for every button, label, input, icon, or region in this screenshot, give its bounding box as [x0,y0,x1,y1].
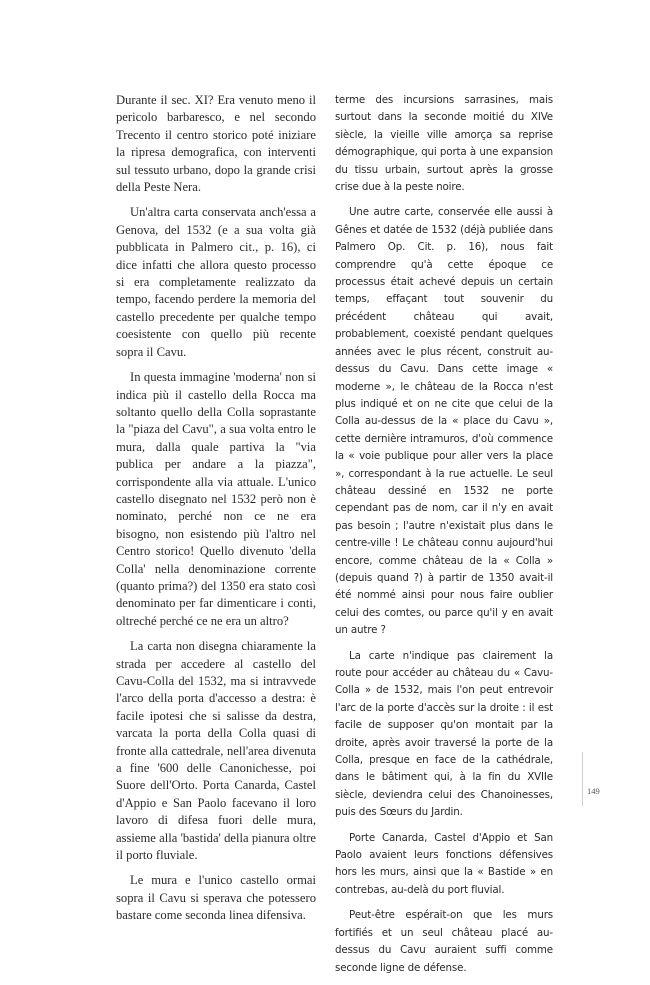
italian-paragraph-3: In questa immagine 'moderna' non si indica più il castello della Rocca ma soltanto quello della Colla soprastante la "piaza del Cavu", a sua volta entro le mura, dalla quale partiva la "via publica per andare a la piazza", corrispondente alla via attuale. L'unico castello disegnato nel 1532 però non è nominato, perché non ce ne era bisogno, non esistendo più l'altro nel Centro storico! Quello divenuto 'della Colla' nella denominazione corrente (quanto prima?) del 1350 era stato così denominato per far dimenticare i conti, oltreché perché ce ne era un altro? [116,370,316,628]
italian-text-column [116,92,316,933]
page-number: 149 [587,786,600,796]
italian-paragraph-1: Durante il sec. XI? Era venuto meno il pericolo barbaresco, e nel secondo Trecento il centro storico poté iniziare la ripresa demografica, con interventi sul tessuto urbano, dopo la grande crisi della Peste Nera. [116,93,316,195]
italian-paragraph-4: La carta non disegna chiaramente la strada per accedere al castello del Cavu-Colla del 1532, ma si intravvede l'arco della porta d'accesso a destra: è facile ipotesi che si salisse da destra, varcata la porta della Colla quasi di fronte alla cattedrale, nell'area divenuta a fine '600 delle Canonichesse, poi Suore dell'Orto. Porta Canarda, Castel d'Appio e San Paolo facevano il loro lavoro di difesa fuori delle mura, assieme alla 'bastida' della pianura oltre il porto fluviale. [116,639,316,863]
french-paragraph-2: Une autre carte, conservée elle aussi à Gênes et datée de 1532 (déjà publiée dans Palmero Op. Cit. p. 16), nous fait comprendre qu'à cette époque ce processus était achevé depuis un certain temps, effaçant tout souvenir du précédent château qui avait, probablement, coexisté pendant quelques années avec le plus récent, construit au-dessus du Cavu. Dans cette image « moderne », le château de la Rocca n'est plus indiqué et on ne cite que celui de la Colla au-dessus de la « place du Cavu », cette dernière intramuros, d'où commence la « voie publique pour aller vers la place », correspondant à la rue actuelle. Le seul château dessiné en 1532 ne porte cependant pas de nom, car il n'y en avait pas besoin ; l'autre n'existait plus dans le centre-ville ! Le château connu aujourd'hui encore, comme château de la « Colla » (depuis quand ?) à partir de 1350 avait-il été nommé ainsi pour nous faire oublier celui des comtes, ou parce qu'il y en avait un autre ? [335,206,553,637]
french-paragraph-3: La carte n'indique pas clairement la route pour accéder au château du « Cavu-Colla » de 1532, mais l'on peut entrevoir l'arc de la porte d'accès sur la droite : il est facile de supposer qu'on montait par la droite, après avoir traversé la porte de la Colla, presque en face de la cathédrale, dans le bâtiment qui, à la fin du XVIIe siècle, deviendra celui des Chanoinesses, puis des Sœurs du Jardin. [335,649,553,819]
french-paragraph-4: Porte Canarda, Castel d'Appio et San Paolo avaient leurs fonctions défensives hors les murs, ainsi que la « Bastide » en contrebas, au-delà du port fluvial. [335,831,553,896]
italian-paragraph-5: Le mura e l'unico castello ormai sopra il Cavu si sperava che potessero bastare come seconda linea difensiva. [116,873,316,923]
french-text-column [335,92,553,985]
italian-paragraph-2: Un'altra carta conservata anch'essa a Genova, del 1532 (e a sua volta già pubblicata in Palmero cit., p. 16), ci dice infatti che allora questo processo si era completamente realizzato da tempo, facendo perdere la memoria del castello precedente per qualche tempo coesistente con quello più recente sopra il Cavu. [116,205,316,359]
folio-rule [582,752,583,806]
french-paragraph-5: Peut-être espérait-on que les murs fortifiés et un seul château placé au-dessus du Cavu auraient suffi comme seconde ligne de défense. [335,909,553,974]
french-paragraph-1: terme des incursions sarrasines, mais surtout dans la seconde moitié du XIVe siècle, la vieille ville amorça sa reprise démographique, qui porta à une expansion du tissu urbain, surtout après la grosse crise due à la peste noire. [335,94,553,194]
